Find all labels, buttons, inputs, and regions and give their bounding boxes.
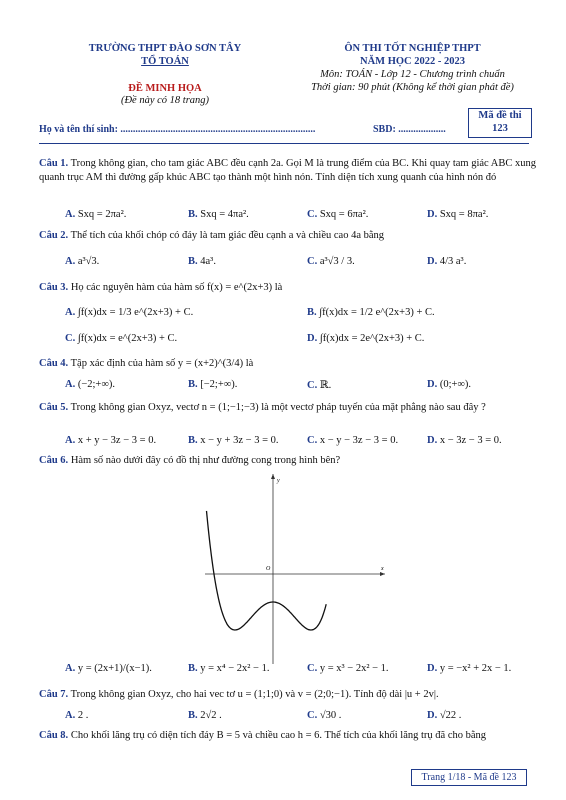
exam-code-box [468, 108, 532, 138]
question-2: Câu 2. Thể tích của khối chóp có đáy là tam giác đều cạnh a và chiều cao 4a bằng [39, 230, 385, 241]
origin-label: O [266, 566, 271, 572]
page-footer: Trang 1/18 - Mã đề 123 [411, 769, 527, 786]
sbd-field: SBD: ................... [373, 124, 446, 135]
q1-option-a[interactable]: A. Sxq = 2πa². [65, 209, 127, 220]
question-7: Câu 7. Trong không gian Oxyz, cho hai vec tơ u = (1;1;0) và v = (2;0;−1). Tính độ dài |u + 2v|. [39, 689, 439, 700]
q7-option-b[interactable]: B. 2√2 . [188, 710, 222, 721]
q1-option-d[interactable]: D. Sxq = 8πa². [427, 209, 489, 220]
q6-option-c[interactable]: C. y = x³ − 2x² − 1. [307, 663, 389, 674]
exam-code-value: 123 [492, 123, 508, 134]
q4-option-a[interactable]: A. (−2;+∞). [65, 379, 115, 390]
q3-option-a[interactable]: A. ∫f(x)dx = 1/3 e^(2x+3) + C. [65, 307, 194, 318]
question-8: Câu 8. Cho khối lăng trụ có diện tích đáy B = 5 và chiều cao h = 6. Thể tích của khối lăng trụ đã cho bằng [39, 730, 487, 741]
q5-option-a[interactable]: A. x + y − 3z − 3 = 0. [65, 435, 157, 446]
q2-option-a[interactable]: A. a³√3. [65, 256, 100, 267]
q2-option-d[interactable]: D. 4/3 a³. [427, 256, 467, 267]
q5-option-d[interactable]: D. x − 3z − 3 = 0. [427, 435, 502, 446]
q5-option-b[interactable]: B. x − y + 3z − 3 = 0. [188, 435, 279, 446]
q7-option-d[interactable]: D. √22 . [427, 710, 462, 721]
school-year: NĂM HỌC 2022 - 2023 [360, 56, 465, 67]
department: TỔ TOÁN [141, 56, 189, 67]
q6-option-d[interactable]: D. y = −x² + 2x − 1. [427, 663, 512, 674]
question-6: Câu 6. Hàm số nào dưới đây có đồ thị như đường cong trong hình bên? [39, 455, 341, 466]
q3-option-d[interactable]: D. ∫f(x)dx = 2e^(2x+3) + C. [307, 333, 425, 344]
time-line: Thời gian: 90 phút (Không kể thời gian phát đề) [311, 82, 514, 93]
subject-line: Môn: TOÁN - Lớp 12 - Chương trình chuẩn [320, 69, 505, 80]
x-axis-label: x [381, 566, 384, 572]
q1-option-c[interactable]: C. Sxq = 6πa². [307, 209, 369, 220]
q3-option-b[interactable]: B. ∫f(x)dx = 1/2 e^(2x+3) + C. [307, 307, 435, 318]
y-axis-label: y [277, 478, 280, 484]
question-3: Câu 3. Họ các nguyên hàm của hàm số f(x) = e^(2x+3) là [39, 282, 283, 293]
q6-option-b[interactable]: B. y = x⁴ − 2x² − 1. [188, 663, 270, 674]
q2-option-b[interactable]: B. 4a³. [188, 256, 216, 267]
q1-option-b[interactable]: B. Sxq = 4πa². [188, 209, 249, 220]
q6-option-a[interactable]: A. y = (2x+1)/(x−1). [65, 663, 152, 674]
q5-option-c[interactable]: C. x − y − 3z − 3 = 0. [307, 435, 399, 446]
question-5: Câu 5. Trong không gian Oxyz, vectơ n = (1;−1;−3) là một vectơ pháp tuyến của mặt phẳng nào sau đây ? [39, 402, 486, 413]
page-count: (Đề này có 18 trang) [120, 95, 210, 106]
name-field: Họ và tên thí sinh: .............................................................................. [39, 124, 316, 135]
q4-option-b[interactable]: B. [−2;+∞). [188, 379, 238, 390]
exam-code-label: Mã đề thi [478, 110, 522, 121]
q4-option-c[interactable]: C. ℝ. [307, 380, 332, 391]
q4-option-d[interactable]: D. (0;+∞). [427, 379, 472, 390]
header-divider [39, 143, 529, 144]
q7-option-a[interactable]: A. 2 . [65, 710, 89, 721]
school-name: TRƯỜNG THPT ĐÀO SƠN TÂY [88, 43, 242, 54]
function-graph [205, 474, 385, 664]
q2-option-c[interactable]: C. a³√3 / 3. [307, 256, 355, 267]
doc-type: ĐỀ MINH HỌA [128, 83, 202, 94]
question-4: Câu 4. Tập xác định của hàm số y = (x+2)^(3/4) là [39, 358, 254, 369]
q7-option-c[interactable]: C. √30 . [307, 710, 342, 721]
x-axis-arrow [380, 572, 385, 576]
exam-title: ÔN THI TỐT NGHIỆP THPT [344, 43, 481, 54]
q3-option-c[interactable]: C. ∫f(x)dx = e^(2x+3) + C. [65, 333, 178, 344]
question-1: Câu 1. Trong không gian, cho tam giác ABC đều cạnh 2a. Gọi M là trung điểm của BC. Khi quay tam giác ABC xung quanh trục AM thì đường gấp khúc ABC tạo thành một hình nón. Tính diện tích xung quanh của hình nón đó [39, 158, 536, 183]
y-axis-arrow [271, 474, 275, 479]
